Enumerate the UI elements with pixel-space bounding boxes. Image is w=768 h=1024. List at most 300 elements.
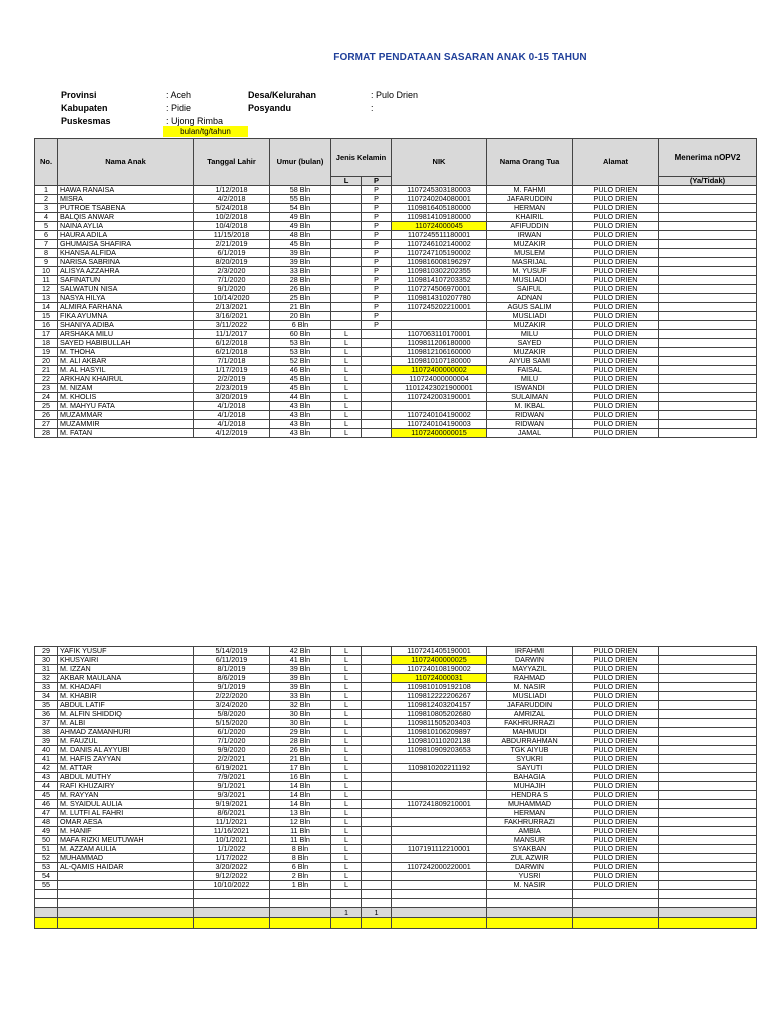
cell-nama-orang-tua[interactable]: MASRIJAL [487, 258, 573, 267]
cell-alamat[interactable]: PULO DRIEN [573, 782, 659, 791]
cell-menerima[interactable] [659, 294, 757, 303]
total-l[interactable]: 1 [331, 908, 362, 918]
cell-nik[interactable]: 1107242000220001 [392, 863, 487, 872]
cell-nama-anak[interactable]: PUTROE TSABENA [58, 204, 194, 213]
cell-no[interactable]: 37 [35, 719, 58, 728]
cell-menerima[interactable] [659, 339, 757, 348]
cell-p[interactable] [362, 692, 392, 701]
cell-menerima[interactable] [659, 854, 757, 863]
cell-umur[interactable]: 6 Bln [270, 321, 331, 330]
cell-p[interactable] [362, 683, 392, 692]
cell-nama-anak[interactable]: ABDUL LATIF [58, 701, 194, 710]
cell-empty[interactable] [35, 918, 58, 929]
cell-umur[interactable]: 43 Bln [270, 420, 331, 429]
cell-menerima[interactable] [659, 276, 757, 285]
cell-no[interactable]: 48 [35, 818, 58, 827]
cell-nama-orang-tua[interactable]: MUZAKIR [487, 348, 573, 357]
cell-no[interactable]: 21 [35, 366, 58, 375]
cell-nama-anak[interactable]: M. ATTAR [58, 764, 194, 773]
cell-l[interactable]: L [331, 881, 362, 890]
cell-l[interactable]: L [331, 411, 362, 420]
cell-nama-anak[interactable] [58, 881, 194, 890]
cell-no[interactable]: 49 [35, 827, 58, 836]
cell-nama-anak[interactable]: NARISA SABRINA [58, 258, 194, 267]
cell-nama-orang-tua[interactable]: TGK AIYUB [487, 746, 573, 755]
cell-tanggal-lahir[interactable]: 3/24/2020 [194, 701, 270, 710]
cell-l[interactable] [331, 312, 362, 321]
cell-umur[interactable]: 25 Bln [270, 294, 331, 303]
cell-l[interactable]: L [331, 339, 362, 348]
cell-menerima[interactable] [659, 683, 757, 692]
cell-no[interactable]: 39 [35, 737, 58, 746]
cell-umur[interactable]: 60 Bln [270, 330, 331, 339]
cell-l[interactable] [331, 258, 362, 267]
cell-nama-orang-tua[interactable]: IRFAHMI [487, 647, 573, 656]
cell-nama-orang-tua[interactable]: SULAIMAN [487, 393, 573, 402]
cell-nik[interactable]: 1109816405180000 [392, 204, 487, 213]
cell-menerima[interactable] [659, 746, 757, 755]
cell-no[interactable]: 1 [35, 186, 58, 195]
cell-nama-anak[interactable]: ABDUL MUTHY [58, 773, 194, 782]
cell-l[interactable]: L [331, 791, 362, 800]
cell-alamat[interactable]: PULO DRIEN [573, 728, 659, 737]
cell-tanggal-lahir[interactable]: 5/8/2020 [194, 710, 270, 719]
cell-no[interactable]: 55 [35, 881, 58, 890]
cell-menerima[interactable] [659, 222, 757, 231]
cell-no[interactable]: 18 [35, 339, 58, 348]
cell-p[interactable] [362, 863, 392, 872]
cell-nama-orang-tua[interactable]: SYAKBAN [487, 845, 573, 854]
cell-menerima[interactable] [659, 366, 757, 375]
cell-no[interactable]: 3 [35, 204, 58, 213]
cell-alamat[interactable]: PULO DRIEN [573, 303, 659, 312]
cell-nik[interactable] [392, 312, 487, 321]
cell-l[interactable]: L [331, 809, 362, 818]
cell-no[interactable]: 12 [35, 285, 58, 294]
cell-empty[interactable] [362, 918, 392, 929]
cell-nik[interactable]: 1109810805202680 [392, 710, 487, 719]
cell-menerima[interactable] [659, 213, 757, 222]
cell-nik[interactable] [392, 402, 487, 411]
cell-menerima[interactable] [659, 800, 757, 809]
cell-menerima[interactable] [659, 285, 757, 294]
cell-nik[interactable]: 11072400000025 [392, 656, 487, 665]
cell-nama-orang-tua[interactable]: SYUKRI [487, 755, 573, 764]
cell-nama-orang-tua[interactable]: AGUS SALIM [487, 303, 573, 312]
cell-umur[interactable]: 1 Bln [270, 881, 331, 890]
cell-menerima[interactable] [659, 710, 757, 719]
cell-no[interactable]: 25 [35, 402, 58, 411]
cell-tanggal-lahir[interactable]: 1/1/2022 [194, 845, 270, 854]
cell-menerima[interactable] [659, 249, 757, 258]
cell-no[interactable]: 32 [35, 674, 58, 683]
cell-p[interactable] [362, 375, 392, 384]
cell-nama-orang-tua[interactable]: AMBIA [487, 827, 573, 836]
cell-l[interactable]: L [331, 348, 362, 357]
cell-alamat[interactable]: PULO DRIEN [573, 872, 659, 881]
cell-tanggal-lahir[interactable]: 4/1/2018 [194, 411, 270, 420]
cell-umur[interactable]: 55 Bln [270, 195, 331, 204]
cell-umur[interactable]: 30 Bln [270, 710, 331, 719]
cell-p[interactable] [362, 393, 392, 402]
cell-tanggal-lahir[interactable]: 9/9/2020 [194, 746, 270, 755]
cell-umur[interactable]: 2 Bln [270, 872, 331, 881]
cell-no[interactable]: 20 [35, 357, 58, 366]
cell-tanggal-lahir[interactable]: 10/4/2018 [194, 222, 270, 231]
cell-p[interactable] [362, 719, 392, 728]
cell-menerima[interactable] [659, 384, 757, 393]
cell-nama-orang-tua[interactable]: MAYYAZIL [487, 665, 573, 674]
cell-menerima[interactable] [659, 782, 757, 791]
cell-nama-orang-tua[interactable]: MUSLIADI [487, 276, 573, 285]
cell-p[interactable] [362, 330, 392, 339]
cell-empty[interactable] [392, 890, 487, 899]
cell-l[interactable]: L [331, 656, 362, 665]
cell-nama-anak[interactable]: M. HAFIS ZAYYAN [58, 755, 194, 764]
cell-menerima[interactable] [659, 231, 757, 240]
cell-no[interactable]: 15 [35, 312, 58, 321]
cell-p[interactable] [362, 411, 392, 420]
cell-nama-orang-tua[interactable]: IRWAN [487, 231, 573, 240]
cell-nik[interactable]: 1107242003190001 [392, 393, 487, 402]
cell-nik[interactable]: 1107247105190002 [392, 249, 487, 258]
cell-nama-orang-tua[interactable]: MUSLEM [487, 249, 573, 258]
cell-empty[interactable] [392, 908, 487, 918]
cell-menerima[interactable] [659, 665, 757, 674]
cell-p[interactable] [362, 782, 392, 791]
cell-alamat[interactable]: PULO DRIEN [573, 402, 659, 411]
cell-umur[interactable]: 41 Bln [270, 656, 331, 665]
cell-l[interactable] [331, 303, 362, 312]
cell-nama-orang-tua[interactable]: SAIFUL [487, 285, 573, 294]
cell-nama-orang-tua[interactable]: M. FAHMI [487, 186, 573, 195]
cell-p[interactable] [362, 872, 392, 881]
cell-nama-anak[interactable]: M. DANIS AL AYYUBI [58, 746, 194, 755]
cell-empty[interactable] [194, 890, 270, 899]
cell-l[interactable] [331, 249, 362, 258]
cell-nik[interactable]: 1109810109192108 [392, 683, 487, 692]
cell-l[interactable]: L [331, 872, 362, 881]
cell-nama-anak[interactable]: YAFIK YUSUF [58, 647, 194, 656]
cell-l[interactable]: L [331, 384, 362, 393]
cell-no[interactable]: 52 [35, 854, 58, 863]
cell-l[interactable]: L [331, 357, 362, 366]
cell-menerima[interactable] [659, 312, 757, 321]
cell-alamat[interactable]: PULO DRIEN [573, 204, 659, 213]
cell-nama-anak[interactable]: FIKA AYUMNA [58, 312, 194, 321]
cell-no[interactable]: 43 [35, 773, 58, 782]
cell-umur[interactable]: 28 Bln [270, 276, 331, 285]
cell-nama-anak[interactable]: M. ALFIN SHIDDIQ [58, 710, 194, 719]
cell-tanggal-lahir[interactable]: 2/13/2021 [194, 303, 270, 312]
cell-no[interactable]: 9 [35, 258, 58, 267]
cell-menerima[interactable] [659, 429, 757, 438]
cell-l[interactable] [331, 321, 362, 330]
cell-umur[interactable]: 14 Bln [270, 800, 331, 809]
cell-empty[interactable] [487, 890, 573, 899]
cell-no[interactable]: 5 [35, 222, 58, 231]
cell-l[interactable]: L [331, 863, 362, 872]
cell-no[interactable]: 7 [35, 240, 58, 249]
cell-umur[interactable]: 12 Bln [270, 818, 331, 827]
cell-nik[interactable] [392, 791, 487, 800]
cell-nik[interactable]: 110724000000004 [392, 375, 487, 384]
cell-alamat[interactable]: PULO DRIEN [573, 276, 659, 285]
cell-nik[interactable] [392, 321, 487, 330]
cell-p[interactable] [362, 647, 392, 656]
cell-l[interactable]: L [331, 728, 362, 737]
cell-alamat[interactable]: PULO DRIEN [573, 683, 659, 692]
cell-alamat[interactable]: PULO DRIEN [573, 719, 659, 728]
cell-p[interactable] [362, 710, 392, 719]
cell-tanggal-lahir[interactable]: 8/6/2021 [194, 809, 270, 818]
cell-umur[interactable]: 8 Bln [270, 854, 331, 863]
cell-no[interactable]: 28 [35, 429, 58, 438]
cell-l[interactable]: L [331, 692, 362, 701]
cell-nama-anak[interactable]: NAINA AYLIA [58, 222, 194, 231]
cell-nik[interactable]: 1107245511180001 [392, 231, 487, 240]
cell-umur[interactable]: 39 Bln [270, 665, 331, 674]
cell-menerima[interactable] [659, 656, 757, 665]
cell-l[interactable]: L [331, 366, 362, 375]
cell-nik[interactable]: 1107245202210001 [392, 303, 487, 312]
cell-no[interactable]: 24 [35, 393, 58, 402]
cell-menerima[interactable] [659, 204, 757, 213]
cell-nama-anak[interactable]: M. KHADAFI [58, 683, 194, 692]
cell-empty[interactable] [331, 890, 362, 899]
cell-no[interactable]: 27 [35, 420, 58, 429]
cell-umur[interactable]: 17 Bln [270, 764, 331, 773]
cell-empty[interactable] [58, 899, 194, 908]
cell-umur[interactable]: 45 Bln [270, 240, 331, 249]
cell-nama-orang-tua[interactable]: SAYUTI [487, 764, 573, 773]
cell-empty[interactable] [270, 899, 331, 908]
cell-menerima[interactable] [659, 402, 757, 411]
cell-tanggal-lahir[interactable]: 4/2/2018 [194, 195, 270, 204]
cell-alamat[interactable]: PULO DRIEN [573, 249, 659, 258]
cell-p[interactable] [362, 773, 392, 782]
cell-menerima[interactable] [659, 791, 757, 800]
cell-menerima[interactable] [659, 674, 757, 683]
cell-nik[interactable]: 1109810302202355 [392, 267, 487, 276]
cell-empty[interactable] [659, 908, 757, 918]
cell-nik[interactable] [392, 827, 487, 836]
cell-nama-orang-tua[interactable]: RAHMAD [487, 674, 573, 683]
cell-umur[interactable]: 46 Bln [270, 366, 331, 375]
cell-tanggal-lahir[interactable]: 9/1/2020 [194, 285, 270, 294]
cell-nik[interactable]: 11012423021900001 [392, 384, 487, 393]
cell-nik[interactable]: 1107063110170001 [392, 330, 487, 339]
cell-menerima[interactable] [659, 195, 757, 204]
cell-menerima[interactable] [659, 827, 757, 836]
cell-nama-anak[interactable]: KHANSA ALFIDA [58, 249, 194, 258]
cell-nama-anak[interactable]: RAFI KHUZAIRY [58, 782, 194, 791]
cell-menerima[interactable] [659, 411, 757, 420]
cell-tanggal-lahir[interactable]: 3/11/2022 [194, 321, 270, 330]
cell-nik[interactable]: 1109816008196297 [392, 258, 487, 267]
cell-p[interactable] [362, 339, 392, 348]
cell-tanggal-lahir[interactable]: 9/3/2021 [194, 791, 270, 800]
cell-nik[interactable]: 11072400000015 [392, 429, 487, 438]
cell-nama-orang-tua[interactable]: FAKHRURRAZI [487, 719, 573, 728]
cell-alamat[interactable]: PULO DRIEN [573, 656, 659, 665]
cell-no[interactable]: 35 [35, 701, 58, 710]
cell-p[interactable] [362, 665, 392, 674]
cell-nik[interactable]: 1107246102140002 [392, 240, 487, 249]
cell-no[interactable]: 51 [35, 845, 58, 854]
cell-menerima[interactable] [659, 872, 757, 881]
cell-p[interactable] [362, 836, 392, 845]
cell-alamat[interactable]: PULO DRIEN [573, 746, 659, 755]
cell-p[interactable] [362, 854, 392, 863]
cell-l[interactable]: L [331, 674, 362, 683]
cell-alamat[interactable]: PULO DRIEN [573, 213, 659, 222]
cell-no[interactable]: 2 [35, 195, 58, 204]
cell-umur[interactable]: 26 Bln [270, 746, 331, 755]
cell-umur[interactable]: 32 Bln [270, 701, 331, 710]
cell-no[interactable]: 17 [35, 330, 58, 339]
cell-nama-anak[interactable]: M. THOHA [58, 348, 194, 357]
cell-empty[interactable] [392, 918, 487, 929]
cell-menerima[interactable] [659, 330, 757, 339]
cell-nama-anak[interactable]: SALWATUN NISA [58, 285, 194, 294]
cell-nama-orang-tua[interactable]: MUSLIADI [487, 312, 573, 321]
cell-p[interactable] [362, 384, 392, 393]
cell-empty[interactable] [573, 918, 659, 929]
cell-p[interactable]: P [362, 204, 392, 213]
cell-umur[interactable]: 33 Bln [270, 267, 331, 276]
cell-umur[interactable]: 29 Bln [270, 728, 331, 737]
cell-umur[interactable]: 8 Bln [270, 845, 331, 854]
cell-p[interactable]: P [362, 222, 392, 231]
cell-p[interactable] [362, 366, 392, 375]
cell-empty[interactable] [58, 918, 194, 929]
cell-p[interactable]: P [362, 312, 392, 321]
cell-tanggal-lahir[interactable]: 11/15/2018 [194, 231, 270, 240]
cell-nama-anak[interactable]: M. HANIF [58, 827, 194, 836]
cell-nama-orang-tua[interactable]: FAISAL [487, 366, 573, 375]
cell-empty[interactable] [659, 899, 757, 908]
cell-nik[interactable] [392, 755, 487, 764]
cell-empty[interactable] [362, 890, 392, 899]
cell-menerima[interactable] [659, 809, 757, 818]
cell-no[interactable]: 30 [35, 656, 58, 665]
cell-nik[interactable]: 1109814109180000 [392, 213, 487, 222]
cell-tanggal-lahir[interactable]: 7/9/2021 [194, 773, 270, 782]
cell-alamat[interactable]: PULO DRIEN [573, 764, 659, 773]
cell-no[interactable]: 16 [35, 321, 58, 330]
cell-alamat[interactable]: PULO DRIEN [573, 240, 659, 249]
cell-no[interactable]: 33 [35, 683, 58, 692]
cell-umur[interactable]: 14 Bln [270, 791, 331, 800]
cell-tanggal-lahir[interactable]: 9/19/2021 [194, 800, 270, 809]
cell-tanggal-lahir[interactable]: 9/12/2022 [194, 872, 270, 881]
cell-alamat[interactable]: PULO DRIEN [573, 836, 659, 845]
cell-nama-orang-tua[interactable]: M. NASIR [487, 683, 573, 692]
cell-nik[interactable]: 1107245303180003 [392, 186, 487, 195]
cell-empty[interactable] [58, 890, 194, 899]
cell-l[interactable]: L [331, 818, 362, 827]
cell-l[interactable]: L [331, 773, 362, 782]
cell-p[interactable] [362, 429, 392, 438]
cell-nama-anak[interactable]: M. AL HASYIL [58, 366, 194, 375]
cell-tanggal-lahir[interactable]: 5/24/2018 [194, 204, 270, 213]
cell-umur[interactable]: 20 Bln [270, 312, 331, 321]
cell-l[interactable]: L [331, 420, 362, 429]
cell-umur[interactable]: 53 Bln [270, 348, 331, 357]
cell-l[interactable]: L [331, 701, 362, 710]
cell-nama-orang-tua[interactable]: MAHMUDI [487, 728, 573, 737]
cell-umur[interactable]: 43 Bln [270, 411, 331, 420]
cell-nama-anak[interactable]: SAFINATUN [58, 276, 194, 285]
cell-umur[interactable]: 43 Bln [270, 429, 331, 438]
cell-nama-anak[interactable]: SHANIYA ADIBA [58, 321, 194, 330]
cell-p[interactable]: P [362, 303, 392, 312]
cell-umur[interactable]: 6 Bln [270, 863, 331, 872]
cell-nama-anak[interactable]: SAYED HABIBULLAH [58, 339, 194, 348]
cell-no[interactable]: 34 [35, 692, 58, 701]
cell-umur[interactable]: 39 Bln [270, 683, 331, 692]
cell-umur[interactable]: 30 Bln [270, 719, 331, 728]
cell-p[interactable]: P [362, 195, 392, 204]
cell-no[interactable]: 41 [35, 755, 58, 764]
cell-empty[interactable] [392, 899, 487, 908]
cell-nama-anak[interactable]: ARKHAN KHAIRUL [58, 375, 194, 384]
cell-umur[interactable]: 21 Bln [270, 755, 331, 764]
cell-menerima[interactable] [659, 881, 757, 890]
cell-nama-anak[interactable]: MUHAMMAD [58, 854, 194, 863]
cell-empty[interactable] [573, 908, 659, 918]
cell-nik[interactable]: 1109812222206267 [392, 692, 487, 701]
cell-nama-anak[interactable]: ARSHAKA MILU [58, 330, 194, 339]
cell-p[interactable] [362, 818, 392, 827]
cell-alamat[interactable]: PULO DRIEN [573, 665, 659, 674]
cell-nik[interactable]: 1109811505203403 [392, 719, 487, 728]
cell-p[interactable] [362, 764, 392, 773]
cell-alamat[interactable]: PULO DRIEN [573, 429, 659, 438]
cell-umur[interactable]: 49 Bln [270, 213, 331, 222]
cell-empty[interactable] [573, 899, 659, 908]
cell-p[interactable]: P [362, 249, 392, 258]
cell-no[interactable]: 38 [35, 728, 58, 737]
cell-no[interactable]: 13 [35, 294, 58, 303]
cell-nik[interactable]: 1109814310207780 [392, 294, 487, 303]
cell-no[interactable]: 11 [35, 276, 58, 285]
cell-no[interactable]: 6 [35, 231, 58, 240]
cell-no[interactable]: 45 [35, 791, 58, 800]
cell-no[interactable]: 26 [35, 411, 58, 420]
cell-p[interactable] [362, 827, 392, 836]
cell-nik[interactable]: 1107240108190002 [392, 665, 487, 674]
cell-alamat[interactable]: PULO DRIEN [573, 285, 659, 294]
cell-tanggal-lahir[interactable]: 7/1/2020 [194, 276, 270, 285]
cell-nik[interactable]: 110724000045 [392, 222, 487, 231]
cell-menerima[interactable] [659, 845, 757, 854]
cell-alamat[interactable]: PULO DRIEN [573, 222, 659, 231]
cell-alamat[interactable]: PULO DRIEN [573, 809, 659, 818]
cell-tanggal-lahir[interactable]: 2/21/2019 [194, 240, 270, 249]
cell-umur[interactable]: 14 Bln [270, 782, 331, 791]
cell-p[interactable]: P [362, 186, 392, 195]
cell-nik[interactable]: 1109810909203653 [392, 746, 487, 755]
cell-l[interactable]: L [331, 710, 362, 719]
cell-tanggal-lahir[interactable]: 9/1/2019 [194, 683, 270, 692]
cell-no[interactable]: 22 [35, 375, 58, 384]
cell-l[interactable]: L [331, 402, 362, 411]
cell-p[interactable]: P [362, 231, 392, 240]
cell-menerima[interactable] [659, 357, 757, 366]
cell-alamat[interactable]: PULO DRIEN [573, 366, 659, 375]
